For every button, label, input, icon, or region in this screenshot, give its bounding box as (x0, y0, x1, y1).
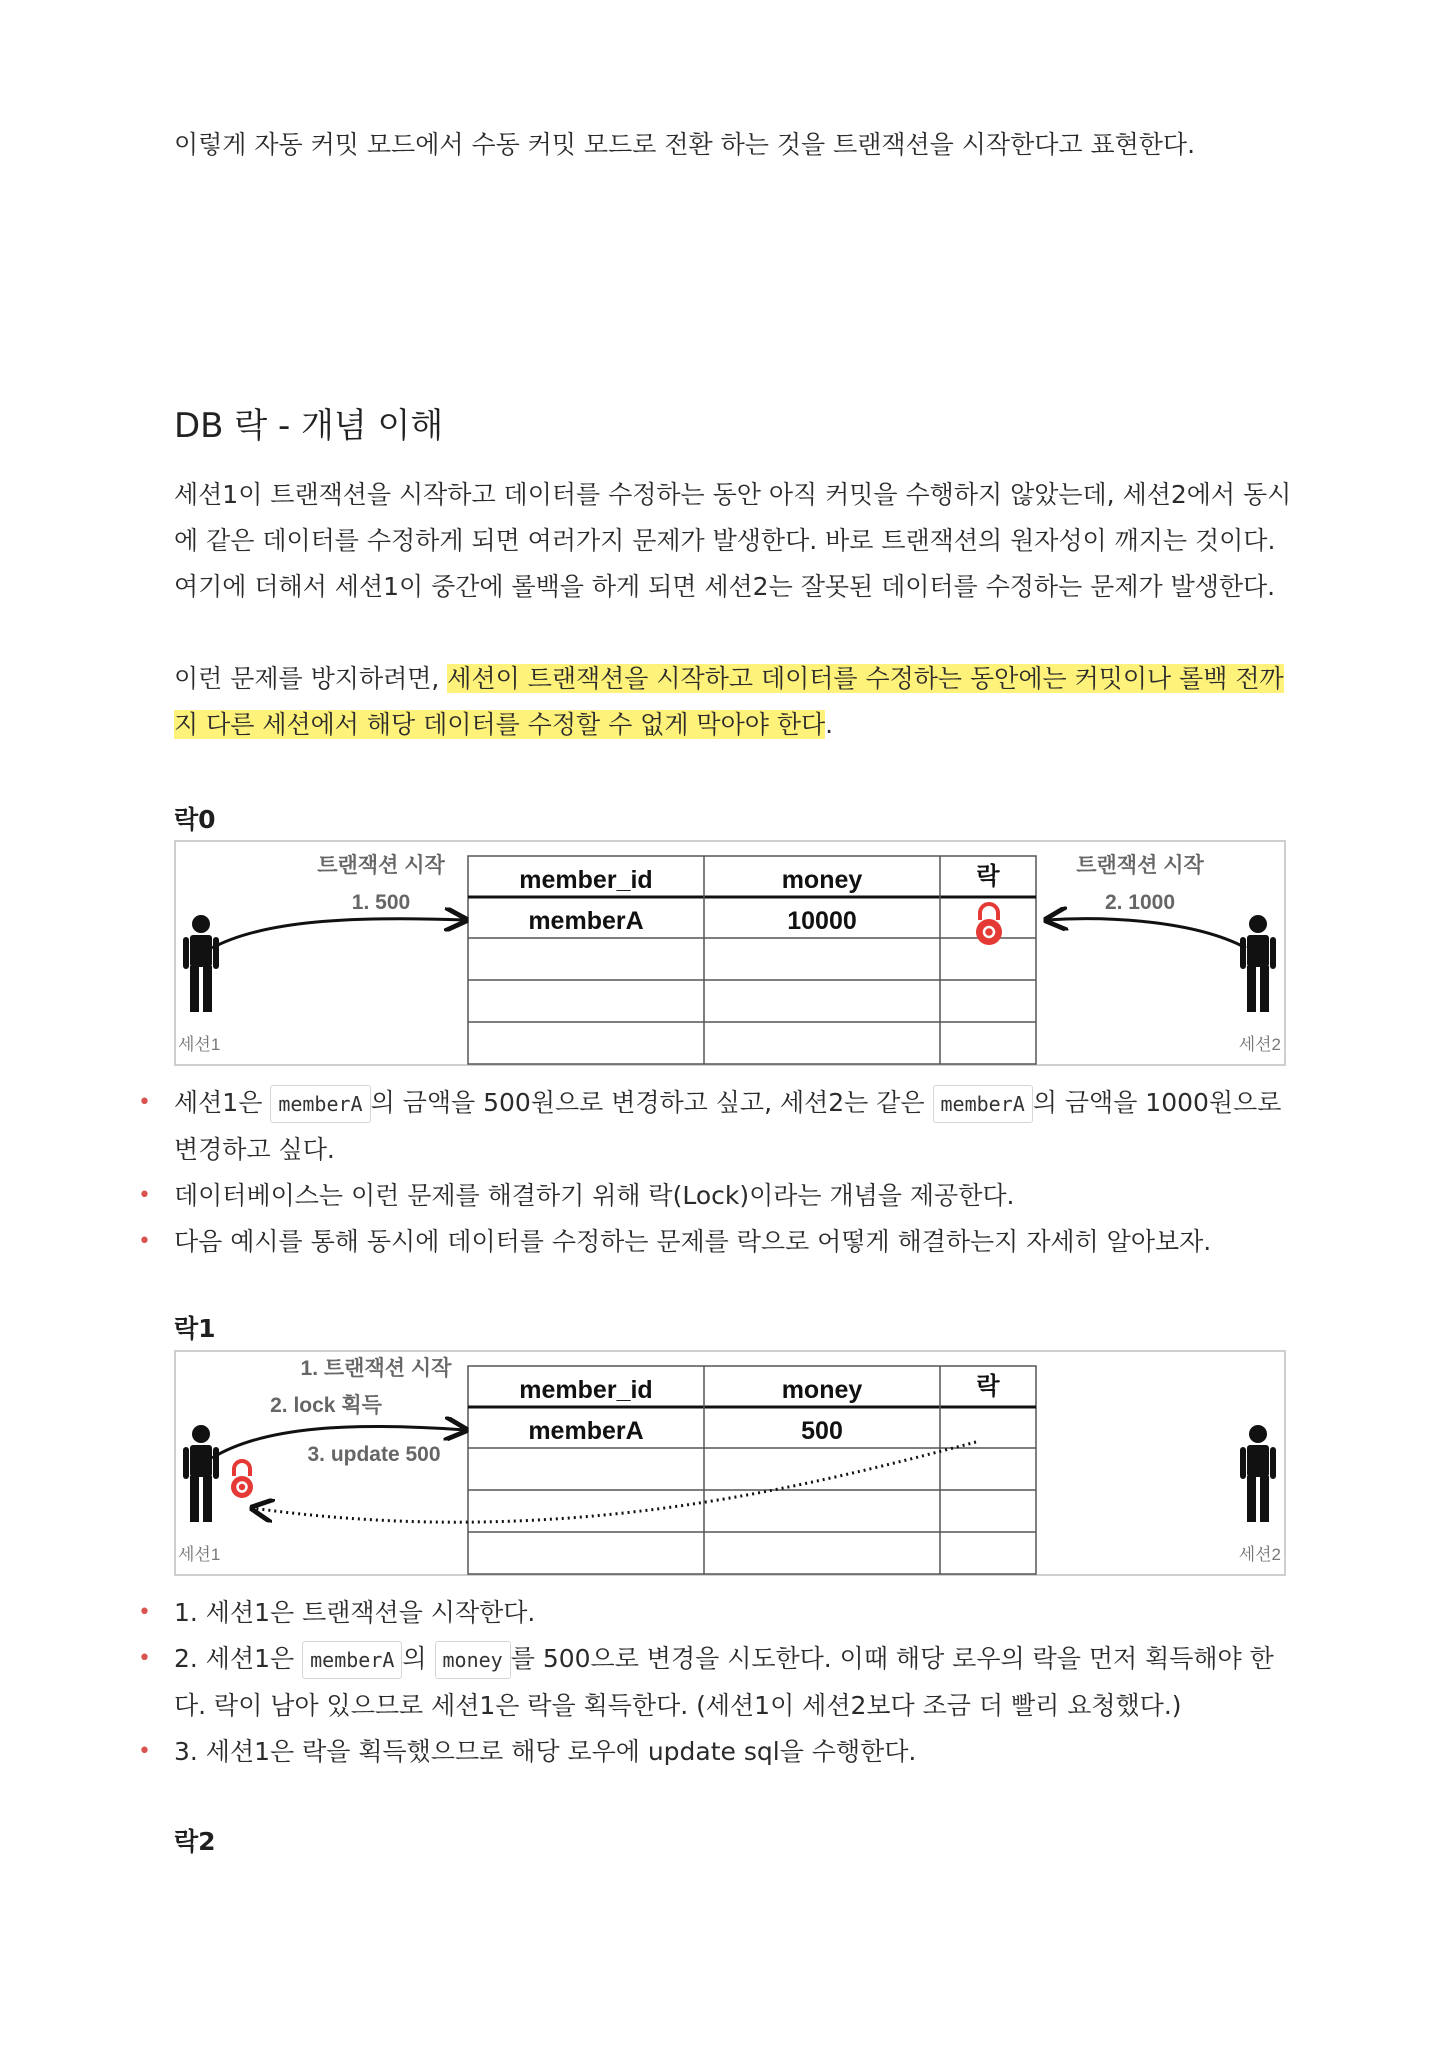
code-membera: memberA (302, 1641, 402, 1679)
code-money: money (435, 1641, 511, 1679)
list-item: • 3. 세션1은 락을 획득했으므로 해당 로우에 update sql을 수행한다. (174, 1729, 1304, 1775)
lock2-label: 락2 (174, 1827, 216, 1856)
right-tx-start: 트랜잭션 시작 (1076, 854, 1204, 877)
session1-label: 세션1 (178, 1545, 221, 1564)
step2-text: 2. lock 획득 (270, 1394, 382, 1417)
highlighted-text: 세션이 트랜잭션을 시작하고 데이터를 수정하는 동안에는 커밋이나 롤백 전까지 다른 세션에서 해당 데이터를 수정할 수 없게 막아야 한다 (174, 664, 1284, 739)
header-money: money (781, 866, 863, 894)
header-member-id: member_id (519, 1376, 653, 1404)
problem-paragraph: 세션1이 트랜잭션을 시작하고 데이터를 수정하는 동안 아직 커밋을 수행하지 않았는데, 세션2에서 동시에 같은 데이터를 수정하게 되면 여러가지 문제가 발생한다. 바로 트랜잭션의 원자성이 깨지는 것이다. 여기에 더해서 세션1이 중간에 롤백을 하게 되면 세션2는 잘못된 데이터를 수정하는 문제가 발생한다. (174, 480, 1292, 601)
right-value: 2. 1000 (1104, 891, 1176, 914)
bullet-list-1 (174, 1080, 1304, 1265)
solution-prefix: 이런 문제를 방지하려면, (174, 664, 448, 693)
intro-paragraph: 이렇게 자동 커밋 모드에서 수동 커밋 모드로 전환 하는 것을 트랜잭션을 시작한다고 표현한다. (174, 130, 1196, 159)
solution-paragraph (174, 656, 1294, 748)
left-value: 1. 500 (351, 891, 411, 914)
list-item (174, 1636, 1304, 1729)
code-membera: memberA (270, 1085, 370, 1123)
session2-label: 세션2 (1238, 1545, 1281, 1564)
list-item: • 다음 예시를 통해 동시에 데이터를 수정하는 문제를 락으로 어떻게 해결하는지 자세히 알아보자. (174, 1219, 1304, 1265)
header-member-id: member_id (519, 866, 653, 894)
list-item (174, 1080, 1304, 1173)
header-money: money (781, 1376, 863, 1404)
text: 세션1은 (174, 1088, 271, 1117)
lock1-label: 락1 (174, 1314, 216, 1343)
text: 를 500으로 변경을 시도한다. 이때 해당 로우의 락을 먼저 획득해야 한다. 락이 남아 있으므로 세션1은 락을 획득한다. (세션1이 세션2보다 조금 더 빨리 요청했다.) (174, 1644, 1274, 1720)
step3-text: 3. update 500 (307, 1443, 441, 1466)
cell-member-id: memberA (528, 907, 644, 935)
cell-money: 500 (801, 1417, 843, 1445)
section-title: DB 락 - 개념 이해 (174, 406, 444, 446)
list-item: • 데이터베이스는 이런 문제를 해결하기 위해 락(Lock)이라는 개념을 제공한다. (174, 1173, 1304, 1219)
header-lock: 락 (976, 863, 1000, 890)
code-membera: memberA (933, 1085, 1033, 1123)
left-tx-start: 트랜잭션 시작 (317, 854, 445, 877)
header-lock: 락 (976, 1373, 1000, 1400)
text: 의 (402, 1644, 435, 1673)
lock1-diagram (174, 1350, 1286, 1576)
session2-label: 세션2 (1238, 1035, 1281, 1054)
cell-member-id: memberA (528, 1417, 644, 1445)
text: 의 금액을 1000원으로 변경하고 싶다. (174, 1088, 1282, 1164)
bullet-list-2 (174, 1590, 1304, 1775)
step1-text: 1. 트랜잭션 시작 (300, 1357, 452, 1380)
list-item: • 1. 세션1은 트랜잭션을 시작한다. (174, 1590, 1304, 1636)
session1-label: 세션1 (178, 1035, 221, 1054)
cell-money: 10000 (787, 907, 857, 935)
lock0-diagram (174, 840, 1286, 1066)
text: 의 금액을 500원으로 변경하고 싶고, 세션2는 같은 (370, 1088, 933, 1117)
solution-suffix: . (825, 710, 834, 739)
lock0-label: 락0 (174, 805, 216, 834)
text: 2. 세션1은 (174, 1644, 303, 1673)
